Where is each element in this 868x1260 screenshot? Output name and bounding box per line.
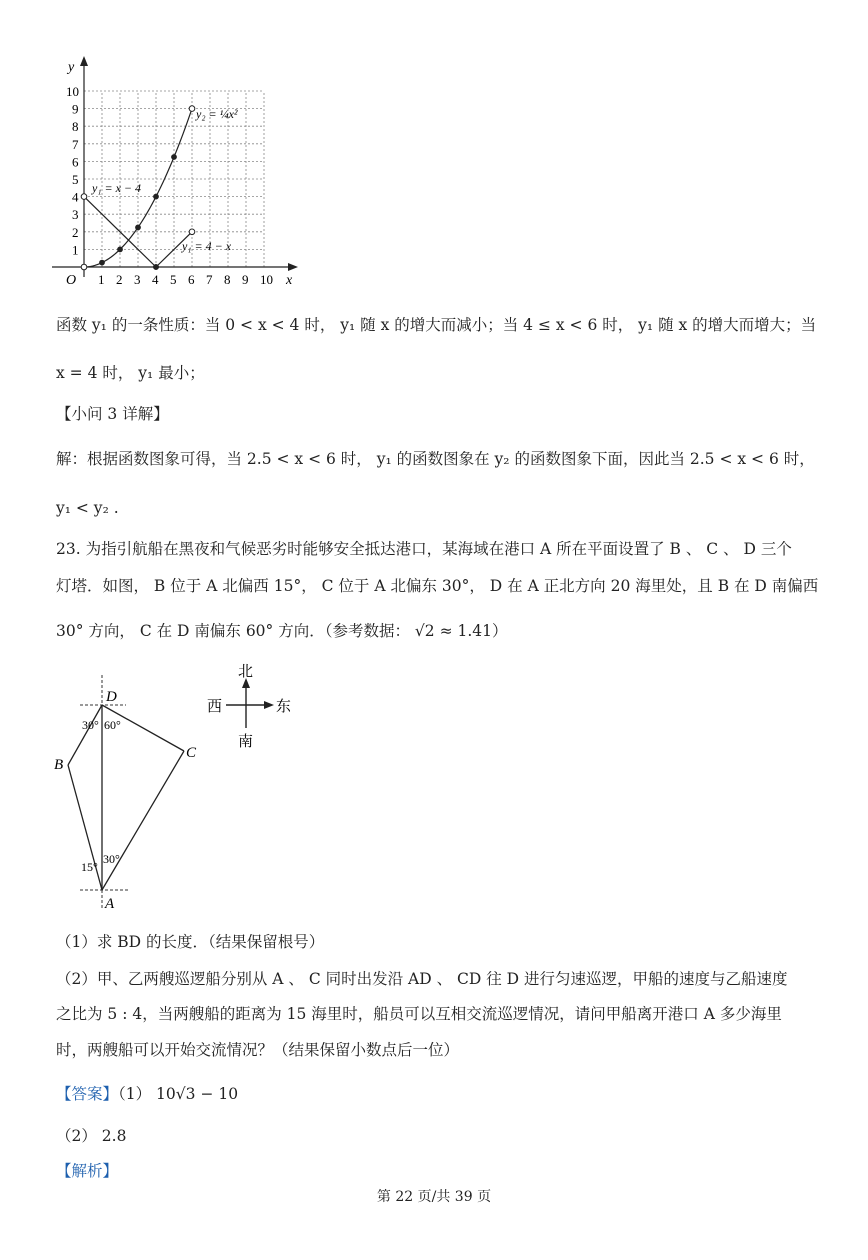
y-tick-label: 9 [72,101,79,117]
x-tick-label: 10 [260,272,273,287]
x-tick-labels [98,272,273,287]
open-point [81,194,87,200]
label-y2: y₂ = ¼x² [196,107,238,121]
x-axis-arrow-icon [288,263,298,271]
y-tick-label: 4 [72,189,79,205]
data-point [154,194,159,199]
x-tick-label: 9 [242,272,249,287]
y-tick-label: 5 [72,172,79,187]
question-23-line-3: 30° 方向， C 在 D 南偏东 60° 方向．（参考数据： √2 ≈ 1.41） [56,622,508,640]
data-point [100,260,105,265]
x-tick-label: 7 [206,272,213,287]
question-23-line-2: 灯塔．如图， B 位于 A 北偏西 15°， C 位于 A 北偏东 30°， D 在 A 正北方向 20 海里处，且 B 在 D 南偏西 [56,577,819,595]
y-tick-labels [66,84,79,257]
solution-line-1: 解：根据函数图象可得，当 2.5 < x < 6 时， y₁ 的函数图象在 y₂ 的函数图象下面，因此当 2.5 < x < 6 时， [56,450,815,468]
y-tick-label: 3 [72,207,79,223]
question-part-2-line-1: （2）甲、乙两艘巡逻船分别从 A 、 C 同时出发沿 AD 、 CD 往 D 进行匀速巡逻，甲船的速度与乙船速度 [56,970,788,988]
y-tick-label: 6 [72,154,79,170]
point-A-label: A [105,896,115,912]
angle-15: 15° [81,860,98,874]
subquestion-3-heading: 【小问 3 详解】 [56,405,169,423]
analysis-tag: 【解析】 [56,1162,119,1180]
x-tick-label: 1 [98,272,105,287]
compass-icon [200,660,300,750]
x-tick-label: 4 [152,272,159,287]
function-graph [40,52,310,292]
open-point [81,264,87,270]
x-tick-label: 3 [134,272,141,287]
property-line-1: 函数 y₁ 的一条性质：当 0 < x < 4 时， y₁ 随 x 的增大而减小；当 4 ≤ x < 6 时， y₁ 随 x 的增大而增大；当 [56,316,817,334]
answer-tag: 【答案】 [56,1085,119,1103]
point-B-label: B [54,757,64,773]
segment-DB [68,705,102,765]
answer-2: （2） 2.8 [56,1127,127,1145]
origin-label: O [66,273,77,288]
point-D-label: D [106,689,117,705]
question-part-2-line-3: 时，两艘船可以开始交流情况？（结果保留小数点后一位） [56,1041,460,1059]
point-C-label: C [186,745,197,761]
label-y1b: y₁ = 4 − x [182,239,232,253]
y-axis-label: y [68,60,75,75]
property-line-2: x = 4 时， y₁ 最小； [56,364,205,382]
open-point [189,106,195,112]
solution-line-2: y₁ < y₂ . [56,499,119,517]
question-part-1: （1）求 BD 的长度．（结果保留根号） [56,933,325,951]
data-point [172,155,177,160]
data-point [154,265,159,270]
angle-30-top: 30° [82,718,99,732]
x-axis-label: x [286,273,293,288]
y-tick-label: 7 [72,136,79,152]
question-23-line-1: 23. 为指引航船在黑夜和气候恶劣时能够安全抵达港口，某海域在港口 A 所在平面设置了 B 、 C 、 D 三个 [56,540,792,558]
lighthouse-diagram [50,665,223,915]
question-part-2-line-2: 之比为 5 : 4，当两艘船的距离为 15 海里时，船员可以互相交流巡逻情况，请问甲船离开港口 A 多少海里 [56,1005,782,1023]
segment-CA [102,751,184,890]
label-y1a: y₁ = x − 4 [92,181,142,195]
answer-1: （1） 10√3 − 10 [118,1085,239,1103]
open-point [189,229,195,235]
compass-south: 南 [238,734,254,750]
y-axis-arrow-icon [80,56,88,66]
compass-north: 北 [238,664,254,680]
angle-30-bottom: 30° [103,852,120,866]
x-tick-label: 2 [116,272,123,287]
data-point [136,225,141,230]
y-tick-label: 10 [66,84,79,99]
data-point [118,247,123,252]
compass-west: 西 [207,699,223,715]
answer-line-1 [56,1083,238,1105]
y-tick-label: 8 [72,119,79,135]
page-footer: 第 22 页/共 39 页 [376,1189,492,1205]
x-tick-label: 6 [188,272,195,287]
compass-east: 东 [276,699,292,715]
y-tick-label: 1 [72,242,79,258]
x-tick-label: 8 [224,272,231,287]
angle-60-top: 60° [104,718,121,732]
x-tick-label: 5 [170,272,177,287]
y-tick-label: 2 [72,224,79,240]
